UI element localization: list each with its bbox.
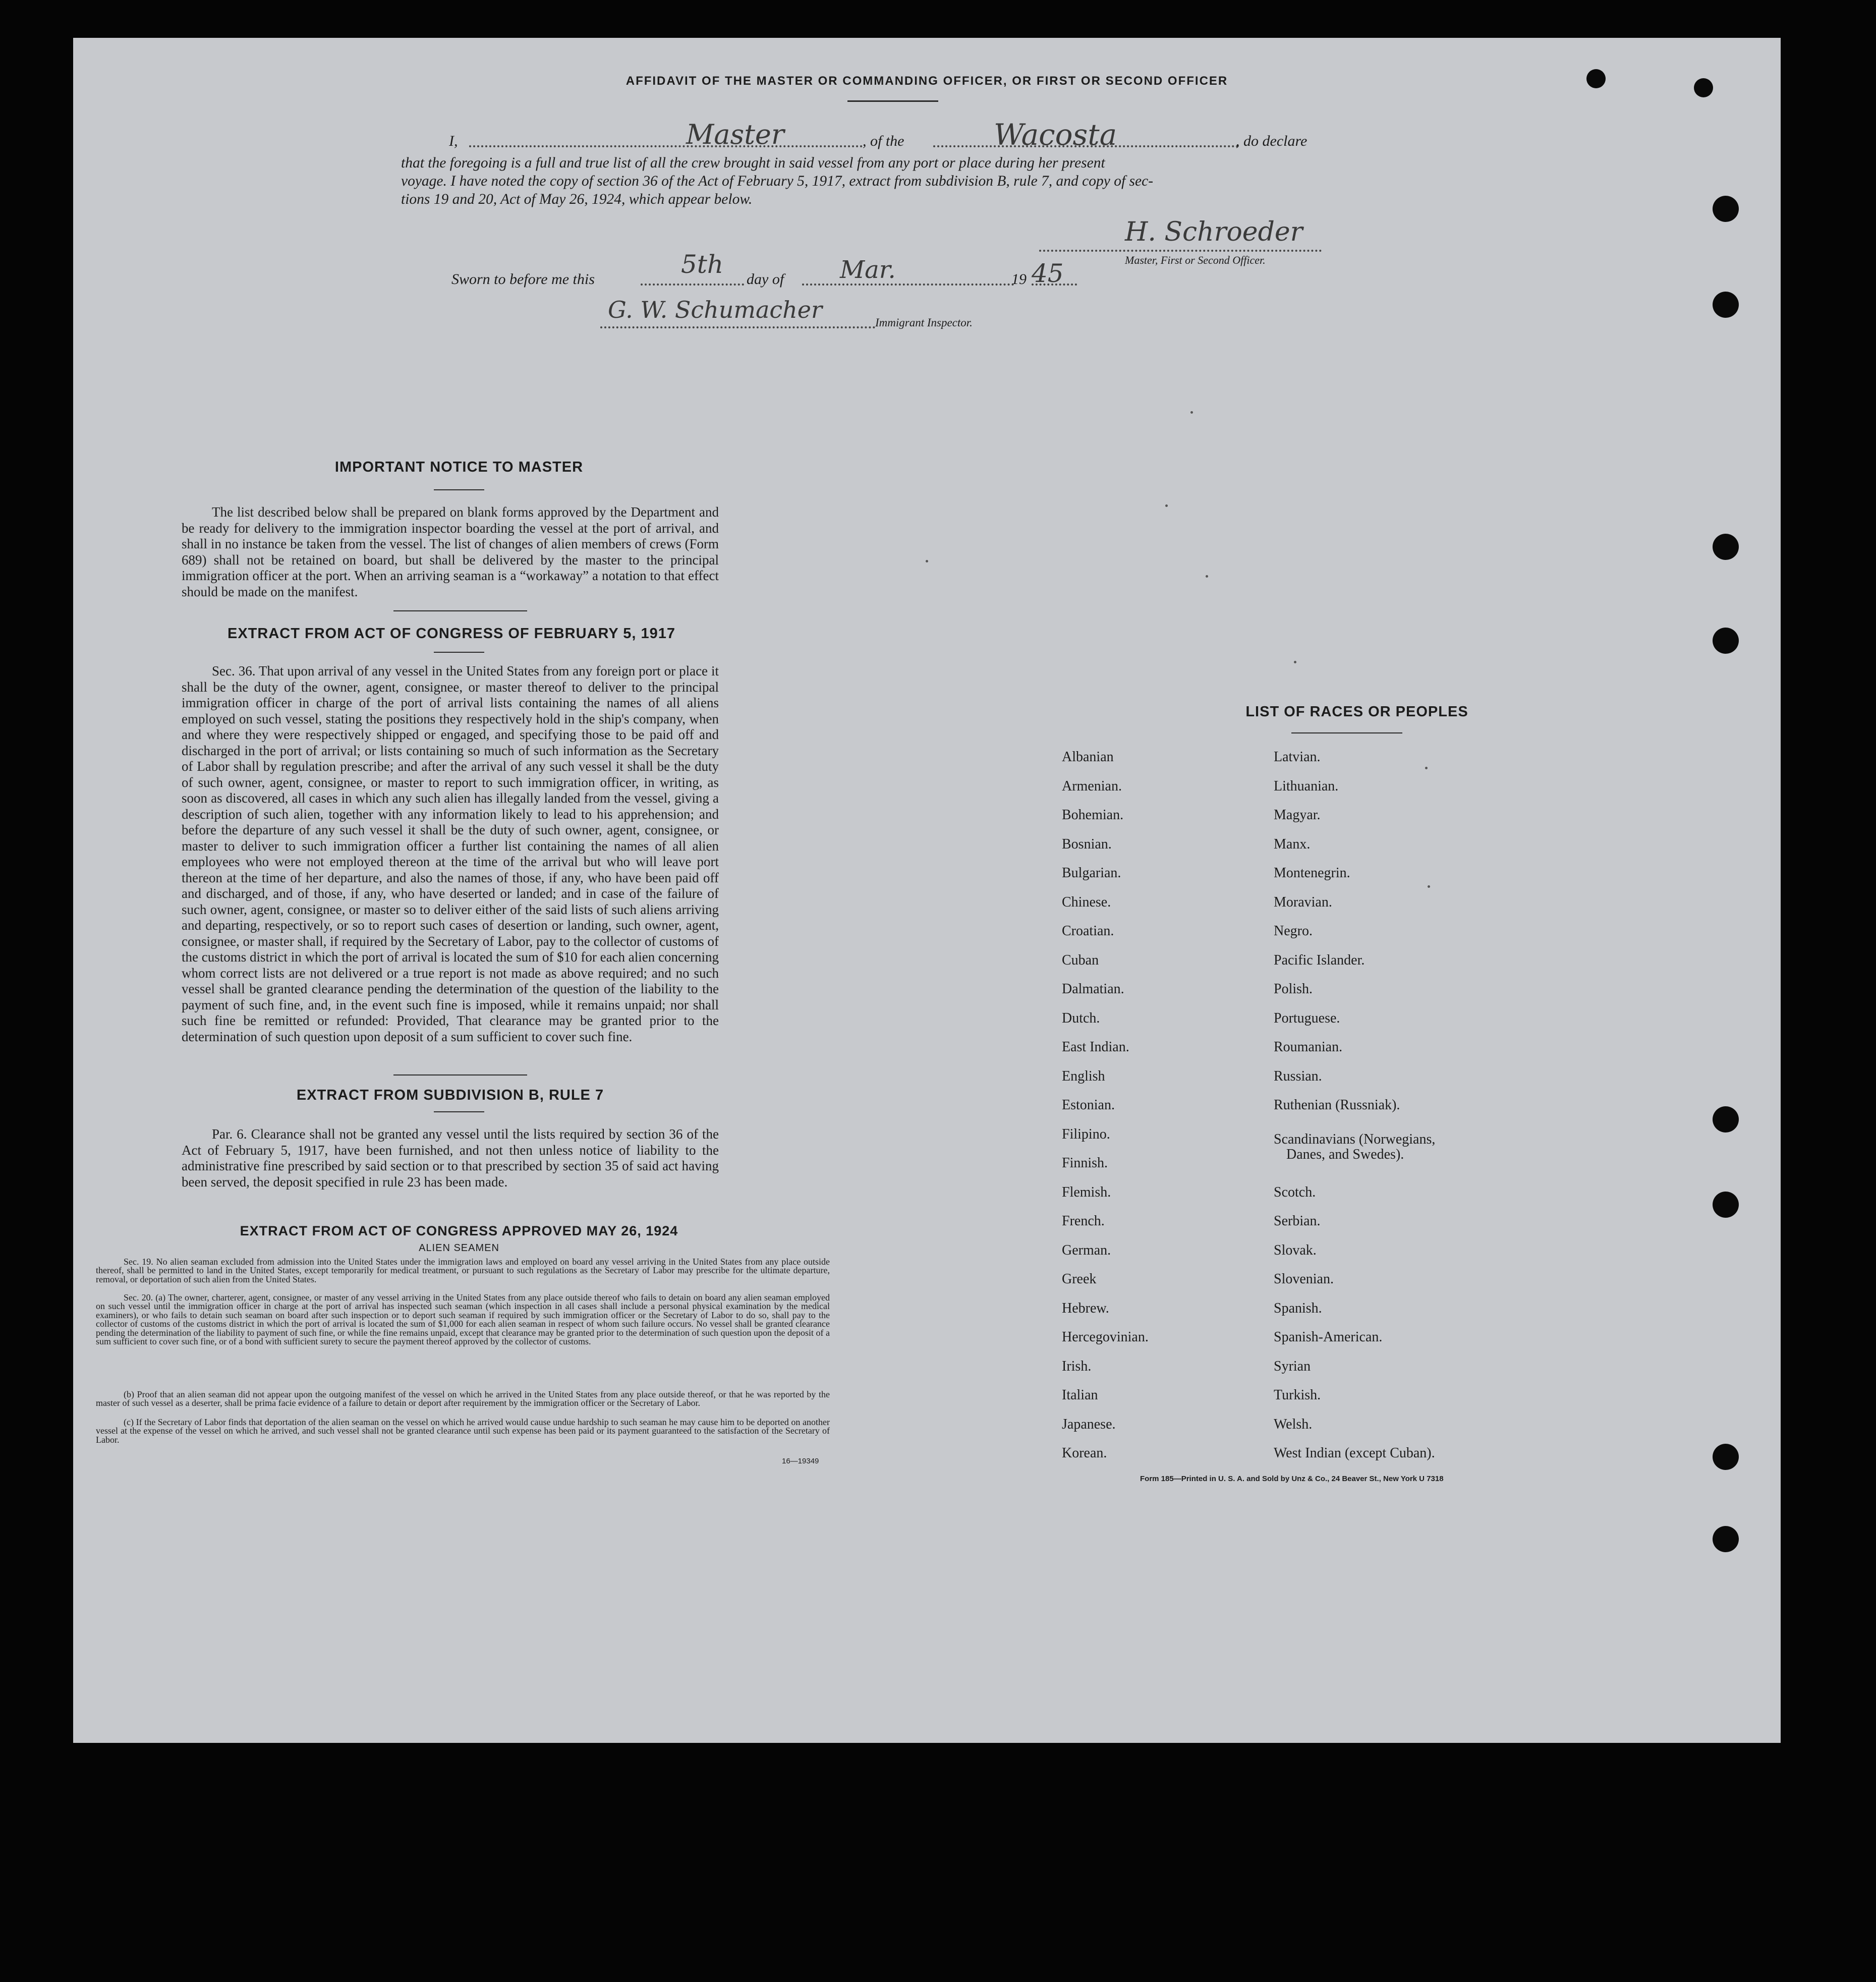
race-item: Magyar. xyxy=(1274,807,1321,823)
notice-title: IMPORTANT NOTICE TO MASTER xyxy=(334,459,584,475)
sworn-day-line xyxy=(641,284,744,286)
race-item: Bohemian. xyxy=(1062,807,1124,823)
sworn-month-line xyxy=(802,284,1014,286)
race-item: Hebrew. xyxy=(1062,1300,1109,1316)
race-item: Slovak. xyxy=(1274,1242,1317,1258)
vessel-handwritten: Wacosta xyxy=(994,118,1117,152)
race-item: Lithuanian. xyxy=(1274,778,1339,794)
race-item: Scotch. xyxy=(1274,1184,1316,1200)
races-rule xyxy=(1291,732,1402,733)
race-item: English xyxy=(1062,1068,1105,1084)
race-item: Negro. xyxy=(1274,923,1313,939)
punch-hole xyxy=(1713,196,1739,222)
punch-hole xyxy=(1713,1192,1739,1218)
race-item: Armenian. xyxy=(1062,778,1122,794)
race-item: West Indian (except Cuban). xyxy=(1274,1445,1435,1461)
sworn-year: 45 xyxy=(1032,259,1064,288)
act1924-sec20a: Sec. 20. (a) The owner, charterer, agent, consignee, or master of any vessel arriving in the United States from any place outside thereof who fails to detain on board any alien seaman employed on such vessel until the immigration officer in charge at the port of arrival has inspected such seaman (which inspection in all cases shall include a personal physical examination by the medical examiners), or who fails to detain such seaman on board after such inspection or to deport such seaman if required by such immigration officer or the Secretary of Labor to do so, shall pay to the collector of customs of the customs district in which the port of arrival is located the sum of $1,000 for each alien seaman in respect of whom such failure occurs. No vessel shall be granted clearance pending the determination of the liability to payment of such fine, or while the fine remains unpaid, except that clearance may be granted prior to the determination of such question upon the deposit of a sum sufficient to cover such fine, or of a bond with sufficient surety to secure the payment thereof approved by the collector of customs. xyxy=(96,1292,830,1347)
race-item: Slovenian. xyxy=(1274,1271,1334,1287)
race-item: Welsh. xyxy=(1274,1417,1313,1432)
scan-speck xyxy=(1425,767,1428,769)
sworn-prefix: Sworn to before me this xyxy=(451,271,595,288)
do-declare-label: , do declare xyxy=(1236,133,1307,149)
title-rule xyxy=(847,100,938,102)
form-note: Form 185—Printed in U. S. A. and Sold by Unz & Co., 24 Beaver St., New York U 7318 xyxy=(1140,1475,1444,1483)
race-item: Spanish. xyxy=(1274,1300,1322,1316)
scan-speck xyxy=(1165,504,1168,507)
race-item: Serbian. xyxy=(1274,1213,1321,1229)
race-item: Montenegrin. xyxy=(1274,865,1350,881)
race-item: Italian xyxy=(1062,1387,1098,1403)
scan-speck xyxy=(1294,661,1296,663)
race-item: Cuban xyxy=(1062,952,1099,968)
race-item: Korean. xyxy=(1062,1445,1107,1461)
year-prefix: 19 xyxy=(1011,271,1027,288)
race-item: Polish. xyxy=(1274,981,1313,997)
rule7-rule xyxy=(434,1111,484,1112)
act1924-sec20c: (c) If the Secretary of Labor finds that deportation of the alien seaman on the vessel on which he arrived would cause undue hardship to such seaman he may cause him to be deported on another vessel at the expense of the vessel on which he arrived, and such vessel shall not be granted clearance until such expense has been paid or its payment guaranteed to the satisfaction of the Secretary of Labor. xyxy=(96,1417,830,1445)
sworn-month: Mar. xyxy=(840,256,896,284)
race-item: Flemish. xyxy=(1062,1184,1111,1200)
race-item: Irish. xyxy=(1062,1358,1092,1374)
race-item: Dalmatian. xyxy=(1062,981,1124,997)
notice-end-rule xyxy=(393,610,527,611)
i-label: I, xyxy=(449,133,458,149)
affidavit-title: AFFIDAVIT OF THE MASTER OR COMMANDING OFFICER, OR FIRST OR SECOND OFFICER xyxy=(626,74,1228,88)
race-item: Latvian. xyxy=(1274,749,1321,765)
race-item: Scandinavians (Norwegians, xyxy=(1274,1131,1436,1147)
act1917-text: Sec. 36. That upon arrival of any vessel in the United States from any foreign port or place it shall be the duty of the owner, agent, consignee, or master thereof to deliver to the principal immigration officer in charge of the port of arrival lists containing the names of all aliens employed on such vessel, stating the positions they respectively hold in the ship's company, when and where they were respectively shipped or engaged, and specifying those to be paid off and discharged in the port of arrival; or lists containing so much of such information as the Secretary of Labor shall by regulation prescribe; and after the arrival of any such vessel it shall be the duty of such owner, agent, consignee, or master to report to such immigration officer, in writing, as soon as discovered, all cases in which any such alien has illegally landed from the vessel, giving a description of such alien, together with any information likely to lead to his apprehension; and before the departure of any such vessel it shall be the duty of such owner, agent, consignee, or master to deliver to such immigration officer a further list containing the names of all alien employees who were not employed thereon at the time of the arrival but who will leave port thereon at the time of her departure, and also the names of those, if any, who have been paid off and discharged, and of those, if any, who have deserted or landed; and in case of the failure of such owner, agent, consignee, or master so to deliver either of the said lists of such aliens arriving and departing, respectively, or so to report such cases of desertion or landing, such owner, agent, consignee, or master shall, if required by the Secretary of Labor, pay to the collector of customs of the customs district in which the port of arrival is located the sum of $10 for each alien concerning whom correct lists are not delivered or a true report is not made as above required; and no such vessel shall be granted clearance pending the determination of the question of the liability to the payment of such fine, and, in the event such fine is imposed, while it remains unpaid; nor shall such fine be remitted or refunded: Provided, That clearance may be granted prior to the determination of such question upon deposit of a sum sufficient to cover such fine. xyxy=(182,663,719,1044)
race-item: Greek xyxy=(1062,1271,1097,1287)
race-item: Turkish. xyxy=(1274,1387,1321,1403)
race-item: Ruthenian (Russniak). xyxy=(1274,1097,1400,1113)
race-item: Bosnian. xyxy=(1062,836,1112,852)
race-item: Hercegovinian. xyxy=(1062,1329,1149,1345)
form-code: 16—19349 xyxy=(782,1457,819,1465)
act1924-sec20b: (b) Proof that an alien seaman did not appear upon the outgoing manifest of the vessel on which he arrived in the United States from any place outside thereof, or that he was reported by the master of such vessel as a deserter, shall be prima facie evidence of a failure to detain or deport after requirement by the immigration officer or the Secretary of Labor. xyxy=(96,1389,830,1408)
punch-hole xyxy=(1713,628,1739,654)
inspector-line xyxy=(600,326,875,328)
race-item: Japanese. xyxy=(1062,1417,1116,1432)
race-item: French. xyxy=(1062,1213,1105,1229)
race-item: Spanish-American. xyxy=(1274,1329,1383,1345)
act1924-sec19: Sec. 19. No alien seaman excluded from admission into the United States under the immigration laws and employed on board any vessel arriving in the United States from any place outside thereof, shall be permitted to land in the United States, except temporarily for medical treatment, or pursuant to such regulations as the Secretary of Labor may prescribe for the ultimate departure, removal, or deportation of such alien from the United States. xyxy=(96,1257,830,1284)
inspector-signature: G. W. Schumacher xyxy=(608,296,823,323)
affidavit-text-line2: voyage. I have noted the copy of section 36 of the Act of February 5, 1917, extract from subdivision B, rule 7, and copy of sec- xyxy=(401,173,1154,189)
punch-hole xyxy=(1713,1526,1739,1552)
notice-rule xyxy=(434,489,484,490)
punch-hole xyxy=(1713,1444,1739,1470)
signature-line xyxy=(1039,250,1322,252)
punch-hole xyxy=(1713,534,1739,560)
sworn-day: 5th xyxy=(681,250,724,279)
inspector-caption: Immigrant Inspector. xyxy=(875,316,973,329)
race-item: Bulgarian. xyxy=(1062,865,1121,881)
declarant-line xyxy=(469,145,863,147)
race-item: Russian. xyxy=(1274,1068,1322,1084)
rule7-text: Par. 6. Clearance shall not be granted any vessel until the lists required by section 36 of the Act of February 5, 1917, have been furnished, and not then unless notice of liability to the administrative fine prescribed by said section or to that prescribed by section 35 of said act having been served, the deposit specified in rule 23 has been made. xyxy=(182,1126,719,1190)
race-item: Chinese. xyxy=(1062,894,1111,910)
races-title: LIST OF RACES OR PEOPLES xyxy=(1245,704,1468,720)
race-item: Estonian. xyxy=(1062,1097,1115,1113)
document-sheet xyxy=(73,38,1781,1743)
race-item: Danes, and Swedes). xyxy=(1286,1147,1404,1162)
scan-speck xyxy=(926,560,928,562)
race-item: Croatian. xyxy=(1062,923,1114,939)
of-the-label: , of the xyxy=(863,133,904,149)
punch-hole xyxy=(1586,69,1606,88)
act1917-end-rule xyxy=(393,1074,527,1075)
race-item: Pacific Islander. xyxy=(1274,952,1365,968)
race-item: Portuguese. xyxy=(1274,1010,1340,1026)
race-item: Syrian xyxy=(1274,1358,1311,1374)
race-item: German. xyxy=(1062,1242,1111,1258)
act1917-rule xyxy=(434,652,484,653)
act1917-title: EXTRACT FROM ACT OF CONGRESS OF FEBRUARY 5, 1917 xyxy=(227,626,676,642)
punch-hole xyxy=(1694,78,1713,97)
act1924-title: EXTRACT FROM ACT OF CONGRESS APPROVED MAY 26, 1924 xyxy=(240,1223,678,1238)
race-item: Roumanian. xyxy=(1274,1039,1343,1055)
affidavit-text-line3: tions 19 and 20, Act of May 26, 1924, which appear below. xyxy=(401,191,753,207)
scan-speck xyxy=(1206,575,1208,578)
race-item: Dutch. xyxy=(1062,1010,1100,1026)
punch-hole xyxy=(1713,1106,1739,1132)
rule7-title: EXTRACT FROM SUBDIVISION B, RULE 7 xyxy=(296,1087,604,1103)
declarant-handwritten: Master xyxy=(686,119,784,150)
scan-speck xyxy=(1190,411,1193,414)
race-item: Filipino. xyxy=(1062,1126,1110,1142)
affidavit-text-line1: that the foregoing is a full and true list of all the crew brought in said vessel from any port or place during her present xyxy=(401,155,1105,171)
act1924-subtitle: ALIEN SEAMEN xyxy=(419,1242,499,1254)
sworn-year-line xyxy=(1032,284,1077,286)
day-of-label: day of xyxy=(747,271,784,288)
notice-text: The list described below shall be prepared on blank forms approved by the Department and be ready for delivery to the immigration inspector boarding the vessel at the port of arrival, and shall in no instance be taken from the vessel. The list of changes of alien members of crews (Form 689) shall not be retained on board, but shall be delivered by the master to the principal immigration officer at the port. When an arriving seaman is a “workaway” a notation to that effect should be made on the manifest. xyxy=(182,504,719,599)
race-item: Albanian xyxy=(1062,749,1114,765)
race-item: Manx. xyxy=(1274,836,1311,852)
race-item: Finnish. xyxy=(1062,1155,1108,1171)
race-item: East Indian. xyxy=(1062,1039,1129,1055)
punch-hole xyxy=(1713,292,1739,318)
race-item: Moravian. xyxy=(1274,894,1332,910)
master-signature: H. Schroeder xyxy=(1125,217,1303,247)
scan-speck xyxy=(1428,885,1430,888)
signature-caption: Master, First or Second Officer. xyxy=(1125,254,1266,266)
